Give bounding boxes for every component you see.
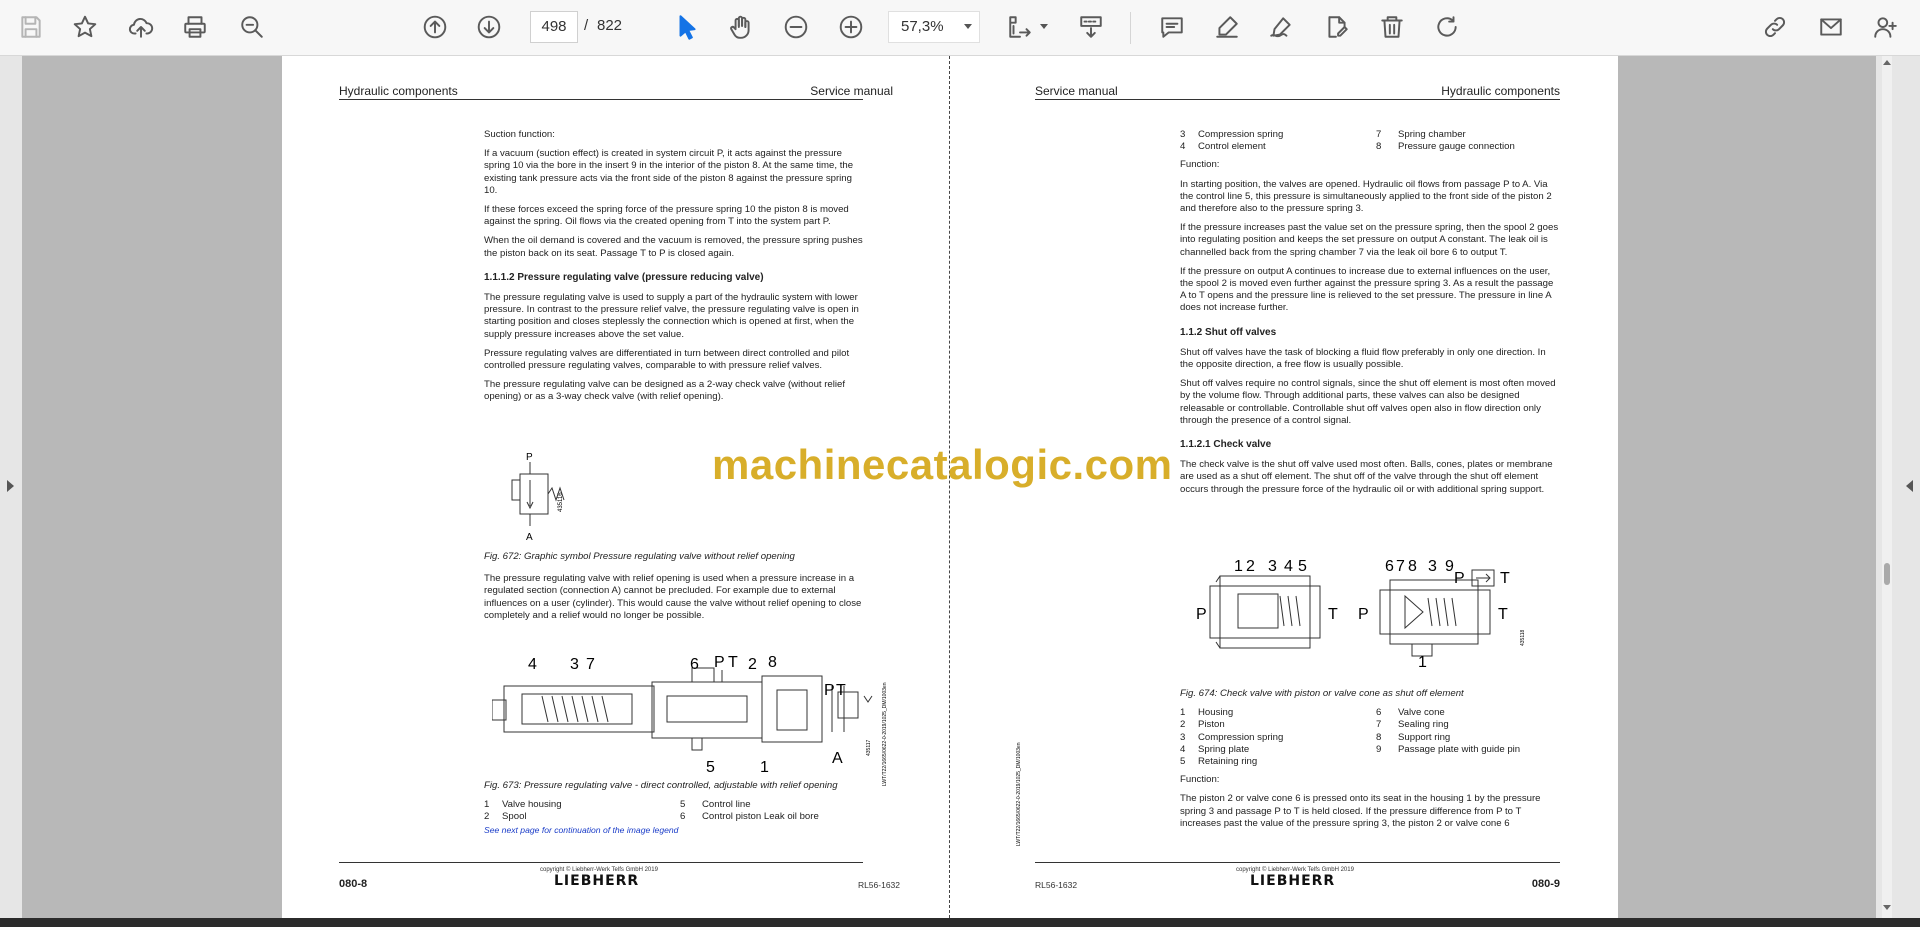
paragraph: Shut off valves have the task of blocking a fluid flow preferably in only one direction. In the opposite direction, a free flow is usually possible. — [1180, 346, 1546, 371]
legend-number: 3 — [1180, 731, 1186, 743]
diagram-label: 2 — [1246, 558, 1255, 575]
legend-number: 4 — [1180, 743, 1186, 755]
zoom-in-icon[interactable] — [834, 10, 868, 44]
port-label-a: A — [526, 532, 533, 543]
legend-number: 7 — [1376, 719, 1382, 731]
continuation-link[interactable]: See next page for continuation of the image legend — [484, 824, 679, 835]
diagram-label: A — [832, 750, 843, 767]
scroll-mode-icon[interactable] — [1074, 10, 1108, 44]
paragraph: The pressure regulating valve can be designed as a 2-way check valve (without relief opening) or as a 3-way check valve (with relief opening). — [484, 379, 846, 403]
page-header-left: Service manual — [1035, 84, 1118, 98]
page-fit-icon[interactable] — [1003, 10, 1037, 44]
right-page-body — [1180, 129, 1560, 503]
legend-text — [1398, 756, 1578, 768]
port-label-t: T — [1328, 606, 1338, 623]
legend-text: Sealing ring — [1398, 719, 1449, 731]
figure-code: 435117 — [866, 739, 872, 756]
document-code: RL56-1632 — [857, 880, 900, 890]
add-user-icon[interactable] — [1868, 10, 1902, 44]
page-up-icon[interactable] — [418, 10, 452, 44]
port-label-p: P — [1196, 606, 1207, 623]
star-icon[interactable] — [68, 10, 102, 44]
edit-text-icon[interactable] — [1320, 10, 1354, 44]
image-legend — [484, 799, 864, 823]
legend-number: 6 — [680, 811, 686, 823]
email-icon[interactable] — [1814, 10, 1848, 44]
delete-icon[interactable] — [1375, 10, 1409, 44]
legend-number: 5 — [1180, 756, 1186, 768]
left-panel-toggle-icon[interactable] — [7, 480, 14, 492]
diagram-label: 6 — [690, 656, 699, 673]
legend-text: Spring plate — [1198, 743, 1250, 755]
image-legend — [1180, 707, 1560, 768]
port-label-p: P — [526, 452, 533, 463]
paragraph: The pressure regulating valve with relief opening is used when a pressure increase in a regulated section (connection A) cannot be precluded. For example due to external influences on a user (cylinder). This would cause the valve without relief opening to close completely and a relief would no longer be possible. — [484, 573, 862, 621]
figure-code: 435118 — [1520, 629, 1526, 646]
toolbar — [0, 0, 1920, 56]
scroll-down-icon[interactable] — [1883, 905, 1891, 910]
port-label-t: T — [1500, 570, 1510, 587]
diagram-label: 8 — [768, 654, 777, 671]
legend-number: 6 — [1376, 707, 1382, 719]
chevron-down-icon[interactable] — [964, 24, 972, 29]
legend-number: 5 — [680, 799, 686, 811]
page-header-right: Hydraulic components — [1441, 84, 1560, 98]
legend-number: 9 — [1376, 743, 1382, 755]
page-header-left: Hydraulic components — [339, 84, 458, 98]
diagram-label: T — [728, 654, 738, 671]
legend-text: Compression spring — [1198, 731, 1284, 743]
right-page-legend-block — [1180, 688, 1560, 837]
redo-icon[interactable] — [1430, 10, 1464, 44]
legend-text: Control line — [702, 799, 751, 811]
draw-pen-icon[interactable] — [1264, 10, 1298, 44]
legend-number: 8 — [1376, 731, 1382, 743]
paragraph: If the pressure increases past the value set on the pressure spring, then the spool 2 goes into regulating position and keeps the set pressure on output A constant. The leak oil is channelled back from the spring chamber 7 via the leak oil bore 6 to output T. — [1180, 222, 1559, 258]
left-page-legend-block — [484, 780, 864, 836]
legend-number: 4 — [1180, 141, 1186, 153]
diagram-label: 1 — [760, 759, 769, 776]
legend-number: 1 — [484, 799, 490, 811]
paragraph: The piston 2 or valve cone 6 is pressed onto its seat in the housing 1 by the pressure spring 3 and passage P to T is held closed. If the pressure difference from P to T increases past the value of the pressure spring 3, the piston 2 or valve cone 6 — [1180, 793, 1541, 829]
diagram-label: 6 — [1385, 558, 1394, 575]
search-icon[interactable] — [235, 10, 269, 44]
diagram-label: 5 — [706, 759, 715, 776]
document-code: RL56-1632 — [1035, 880, 1078, 890]
vertical-scrollbar[interactable] — [1882, 56, 1892, 918]
paragraph: Pressure regulating valves are differentiated in turn between direct controlled and pilot controlled pressure regulating valves, comparable to with pressure relief valves. — [484, 347, 850, 372]
port-label-p: P — [1358, 606, 1369, 623]
paragraph: If the pressure on output A continues to increase due to external influences on the user, the spool 2 is moved even further against the pressure spring 3. As a result the passage A to T opens and the pressure line is relieved to the set pressure. The pressure in line A does not increase further. — [1180, 265, 1554, 314]
page-number: 080-9 — [1531, 878, 1560, 890]
diagram-label: 2 — [748, 656, 757, 673]
paragraph: If these forces exceed the spring force of the pressure spring 10 the piston 8 is moved against the spring. Oil flows via the created opening from T into the system part P. — [484, 204, 849, 228]
left-page-body-2 — [484, 551, 864, 629]
legend-text: Control element — [1198, 141, 1266, 153]
check-valve-drawing — [1190, 556, 1530, 671]
footer-rule — [339, 862, 863, 863]
figure-code: LWT/T22/1665/0622-0-2019/1025_DM/1003en — [1016, 742, 1022, 846]
suction-title: Suction function: — [484, 129, 555, 140]
legend-text: Spring chamber — [1398, 129, 1466, 140]
diagram-label: 3 — [1268, 558, 1277, 575]
header-rule — [1035, 99, 1560, 100]
legend-number: 8 — [1376, 141, 1382, 153]
paragraph: In starting position, the valves are opened. Hydraulic oil flows from passage P to A. Via the control line 5, this pressure is simultaneously applied to the front side of the piston 2 and therefore also to the pressure spring 3. — [1180, 178, 1552, 215]
diagram-label: 3 — [570, 656, 579, 673]
diagram-label: 1 — [1234, 558, 1243, 575]
pressure-regulating-valve-drawing — [492, 654, 882, 776]
page-down-icon[interactable] — [472, 10, 506, 44]
port-label-p: P — [1454, 570, 1465, 587]
legend-text: Compression spring — [1198, 129, 1284, 140]
chevron-down-icon[interactable] — [1040, 24, 1048, 29]
page-header-right: Service manual — [810, 84, 893, 98]
port-label-t: T — [1498, 606, 1508, 623]
header-rule — [339, 99, 863, 100]
paragraph: Shut off valves require no control signals, since the shut off element is most often moved by the volume flow. Through additional parts, these valves can also be designed releasable or controllable. Controllable shut off valves open also in flow direction only through the presence of a control signal. — [1180, 378, 1556, 426]
legend-number: 1 — [1180, 707, 1186, 719]
figure-caption: Fig. 674: Check valve with piston or valve cone as shut off element — [1180, 688, 1464, 699]
legend-number — [1376, 756, 1398, 768]
legend-text: Control piston Leak oil bore — [702, 811, 819, 823]
legend-text: Piston — [1198, 719, 1225, 731]
left-page-body — [484, 129, 864, 411]
scrollbar-thumb[interactable] — [1884, 563, 1890, 585]
page-number-input[interactable]: 498 — [530, 11, 578, 43]
comment-icon[interactable] — [1155, 10, 1189, 44]
section-heading: 1.1.2 Shut off valves — [1180, 326, 1277, 338]
valve-symbol-figure — [506, 452, 586, 547]
copyright-text: copyright © Liebherr-Werk Telfs GmbH 2019 — [540, 867, 658, 873]
share-link-icon[interactable] — [1758, 10, 1792, 44]
legend-text: Passage plate with guide pin — [1398, 743, 1521, 755]
diagram-label: 4 — [1284, 558, 1293, 575]
liebherr-logo: LIEBHERR — [1250, 873, 1336, 889]
diagram-label: 1 — [1418, 654, 1427, 671]
save-icon[interactable] — [14, 10, 48, 44]
diagram-label: 7 — [586, 656, 595, 673]
zoom-level-select[interactable]: 57,3% — [888, 11, 980, 43]
highlight-icon[interactable] — [1210, 10, 1244, 44]
legend-text: Spool — [502, 811, 527, 823]
paragraph: The pressure regulating valve is used to supply a part of the hydraulic system with lower pressure. In contrast to the pressure relief valve, the pressure regulating valve is open in starting position and closes steplessly the connection which is opened at first, when the supply pressure increases above the set value. — [484, 292, 859, 340]
hand-tool-icon[interactable] — [724, 10, 758, 44]
section-heading: 1.1.1.2 Pressure regulating valve (pressure reducing valve) — [484, 271, 764, 283]
toolbar-divider — [1130, 12, 1131, 44]
legend-text: Pressure gauge connection — [1398, 141, 1515, 153]
select-cursor-icon[interactable] — [670, 10, 704, 44]
function-title: Function: — [1180, 159, 1220, 171]
footer-rule — [1035, 862, 1560, 863]
page-separator: / — [584, 17, 589, 34]
cloud-upload-icon[interactable] — [124, 10, 158, 44]
diagram-label: 3 — [1428, 558, 1437, 575]
paragraph: If a vacuum (suction effect) is created in system circuit P, it acts against the pressure spring 10 via the bore in the insert 9 in the interior of the piston 8. At the same time, the existing tank pressure acts via the front side of the piston 8 against the pressure spring 10. — [484, 148, 854, 196]
figure-code: LWT/T22/1665/0622-0-2019/1025_DM/1003en — [882, 682, 888, 786]
diagram-label: 5 — [1298, 558, 1307, 575]
diagram-label: P — [824, 682, 835, 699]
legend-number: 2 — [1180, 719, 1186, 731]
liebherr-logo: LIEBHERR — [554, 873, 640, 889]
legend-number: 2 — [484, 811, 490, 823]
figure-caption: Fig. 673: Pressure regulating valve - direct controlled, adjustable with relief opening — [484, 780, 838, 791]
diagram-label: 7 — [1396, 558, 1405, 575]
copyright-text: copyright © Liebherr-Werk Telfs GmbH 2019 — [1236, 867, 1354, 873]
bottom-bar — [0, 918, 1920, 927]
paragraph: When the oil demand is covered and the vacuum is removed, the pressure spring pushes the piston back on its seat. Passage T to P is closed again. — [484, 235, 863, 259]
legend-text: Housing — [1198, 707, 1234, 719]
watermark-text: machinecatalogic.com — [712, 441, 1173, 488]
figure-code: 435116 — [558, 492, 564, 512]
page-total: 822 — [597, 17, 623, 34]
diagram-label: 9 — [1445, 558, 1454, 575]
diagram-label: 8 — [1408, 558, 1417, 575]
figure-caption: Fig. 672: Graphic symbol Pressure regulating valve without relief opening — [484, 551, 795, 562]
scroll-up-icon[interactable] — [1883, 60, 1891, 65]
print-icon[interactable] — [178, 10, 212, 44]
paragraph: The check valve is the shut off valve used most often. Balls, cones, plates or membrane are used as a shut off element. The shut off of the valve through the shut off element occurs through the pressure force of the hydraulic oil or with additional spring support. — [1180, 459, 1553, 495]
image-legend — [1180, 129, 1560, 153]
legend-number: 7 — [1376, 129, 1382, 140]
zoom-out-icon[interactable] — [779, 10, 813, 44]
legend-number: 3 — [1180, 129, 1186, 140]
subsection-heading: 1.1.2.1 Check valve — [1180, 439, 1272, 451]
diagram-label: P — [714, 654, 725, 671]
page-number: 080-8 — [339, 878, 368, 890]
diagram-label: T — [836, 682, 846, 699]
right-panel-toggle-icon[interactable] — [1906, 480, 1913, 492]
legend-text: Support ring — [1398, 731, 1451, 743]
legend-text: Valve housing — [502, 799, 562, 811]
legend-text: Retaining ring — [1198, 756, 1258, 768]
diagram-label: 4 — [528, 656, 537, 673]
legend-text: Valve cone — [1398, 707, 1445, 719]
function-title: Function: — [1180, 774, 1220, 786]
